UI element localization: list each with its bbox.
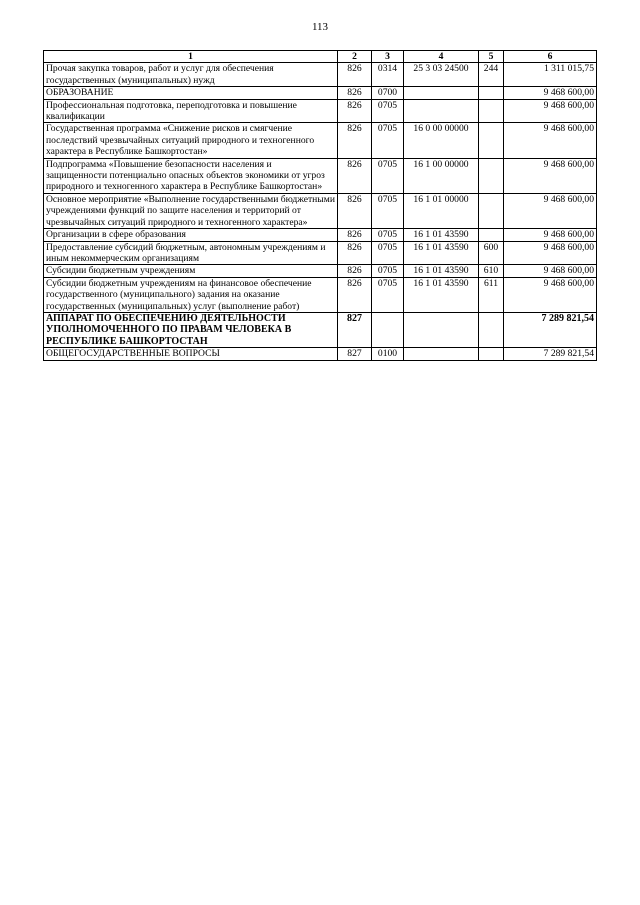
- cell-ved: 827: [338, 348, 372, 360]
- table-header-row: [44, 51, 597, 63]
- cell-csr: 16 1 01 43590: [404, 241, 479, 265]
- cell-csr: 16 1 01 43590: [404, 229, 479, 241]
- cell-ved: 826: [338, 277, 372, 312]
- cell-rzpr: 0705: [372, 229, 404, 241]
- cell-vr: [479, 229, 504, 241]
- cell-name: Субсидии бюджетным учреждениям на финансовое обеспечение государственного (муниципального) задания на оказание государственных (муниципальных) услуг (выполнение работ): [44, 277, 338, 312]
- table-row: [44, 229, 597, 241]
- cell-ved: 827: [338, 312, 372, 347]
- cell-csr: [404, 312, 479, 347]
- header-col-2: 2: [338, 51, 372, 63]
- cell-amount: 9 468 600,00: [504, 265, 597, 277]
- cell-vr: 611: [479, 277, 504, 312]
- cell-amount: 9 468 600,00: [504, 241, 597, 265]
- cell-ved: 826: [338, 123, 372, 158]
- cell-ved: 826: [338, 63, 372, 87]
- cell-vr: [479, 123, 504, 158]
- table-row: [44, 312, 597, 347]
- cell-csr: [404, 99, 479, 123]
- cell-vr: 610: [479, 265, 504, 277]
- table-row: [44, 123, 597, 158]
- cell-csr: 16 1 00 00000: [404, 158, 479, 193]
- cell-amount: 9 468 600,00: [504, 277, 597, 312]
- cell-name: Субсидии бюджетным учреждениям: [44, 265, 338, 277]
- table-row: [44, 99, 597, 123]
- header-col-6: 6: [504, 51, 597, 63]
- cell-rzpr: 0705: [372, 158, 404, 193]
- cell-ved: 826: [338, 265, 372, 277]
- cell-ved: 826: [338, 158, 372, 193]
- cell-rzpr: 0705: [372, 241, 404, 265]
- header-col-1: 1: [44, 51, 338, 63]
- cell-vr: [479, 99, 504, 123]
- cell-name: Предоставление субсидий бюджетным, автономным учреждениям и иным некоммерческим организациям: [44, 241, 338, 265]
- cell-csr: 25 3 03 24500: [404, 63, 479, 87]
- cell-rzpr: 0100: [372, 348, 404, 360]
- header-col-3: 3: [372, 51, 404, 63]
- cell-name: Организации в сфере образования: [44, 229, 338, 241]
- cell-amount: 9 468 600,00: [504, 99, 597, 123]
- cell-csr: 16 0 00 00000: [404, 123, 479, 158]
- cell-name: Подпрограмма «Повышение безопасности населения и защищенности потенциально опасных объектов экономики от угроз природного и техногенного характера в Республике Башкортостан»: [44, 158, 338, 193]
- cell-csr: 16 1 01 43590: [404, 265, 479, 277]
- cell-amount: 9 468 600,00: [504, 229, 597, 241]
- table-body: [44, 63, 597, 360]
- cell-rzpr: [372, 312, 404, 347]
- cell-rzpr: 0705: [372, 277, 404, 312]
- table-row: [44, 193, 597, 228]
- cell-amount: 9 468 600,00: [504, 158, 597, 193]
- cell-rzpr: 0705: [372, 265, 404, 277]
- header-col-5: 5: [479, 51, 504, 63]
- table-row: [44, 277, 597, 312]
- cell-amount: 9 468 600,00: [504, 193, 597, 228]
- cell-vr: [479, 87, 504, 99]
- cell-ved: 826: [338, 87, 372, 99]
- cell-name: Основное мероприятие «Выполнение государственными бюджетными учреждениями функций по защите населения и территорий от чрезвычайных ситуаций природного и техногенного характера»: [44, 193, 338, 228]
- cell-amount: 1 311 015,75: [504, 63, 597, 87]
- table-row: [44, 63, 597, 87]
- cell-csr: 16 1 01 43590: [404, 277, 479, 312]
- cell-amount: 7 289 821,54: [504, 348, 597, 360]
- cell-ved: 826: [338, 99, 372, 123]
- cell-vr: [479, 158, 504, 193]
- cell-amount: 7 289 821,54: [504, 312, 597, 347]
- table-row: [44, 348, 597, 360]
- budget-table: [43, 50, 597, 361]
- header-col-4: 4: [404, 51, 479, 63]
- cell-name: Профессиональная подготовка, переподготовка и повышение квалификации: [44, 99, 338, 123]
- cell-vr: [479, 348, 504, 360]
- cell-ved: 826: [338, 241, 372, 265]
- cell-name: АППАРАТ ПО ОБЕСПЕЧЕНИЮ ДЕЯТЕЛЬНОСТИ УПОЛНОМОЧЕННОГО ПО ПРАВАМ ЧЕЛОВЕКА В РЕСПУБЛИКЕ БАШКОРТОСТАН: [44, 312, 338, 347]
- cell-rzpr: 0705: [372, 123, 404, 158]
- cell-csr: [404, 87, 479, 99]
- cell-name: Государственная программа «Снижение рисков и смягчение последствий чрезвычайных ситуаций природного и техногенного характера в Республике Башкортостан»: [44, 123, 338, 158]
- table-row: [44, 87, 597, 99]
- cell-rzpr: 0705: [372, 99, 404, 123]
- table-row: [44, 265, 597, 277]
- cell-name: ОБРАЗОВАНИЕ: [44, 87, 338, 99]
- cell-vr: 600: [479, 241, 504, 265]
- cell-rzpr: 0700: [372, 87, 404, 99]
- cell-ved: 826: [338, 193, 372, 228]
- page-number: 113: [311, 21, 329, 33]
- cell-vr: 244: [479, 63, 504, 87]
- cell-rzpr: 0314: [372, 63, 404, 87]
- cell-amount: 9 468 600,00: [504, 87, 597, 99]
- cell-name: Прочая закупка товаров, работ и услуг для обеспечения государственных (муниципальных) нужд: [44, 63, 338, 87]
- cell-name: ОБЩЕГОСУДАРСТВЕННЫЕ ВОПРОСЫ: [44, 348, 338, 360]
- cell-csr: 16 1 01 00000: [404, 193, 479, 228]
- cell-csr: [404, 348, 479, 360]
- cell-rzpr: 0705: [372, 193, 404, 228]
- cell-vr: [479, 312, 504, 347]
- table-row: [44, 241, 597, 265]
- cell-amount: 9 468 600,00: [504, 123, 597, 158]
- cell-ved: 826: [338, 229, 372, 241]
- cell-vr: [479, 193, 504, 228]
- table-row: [44, 158, 597, 193]
